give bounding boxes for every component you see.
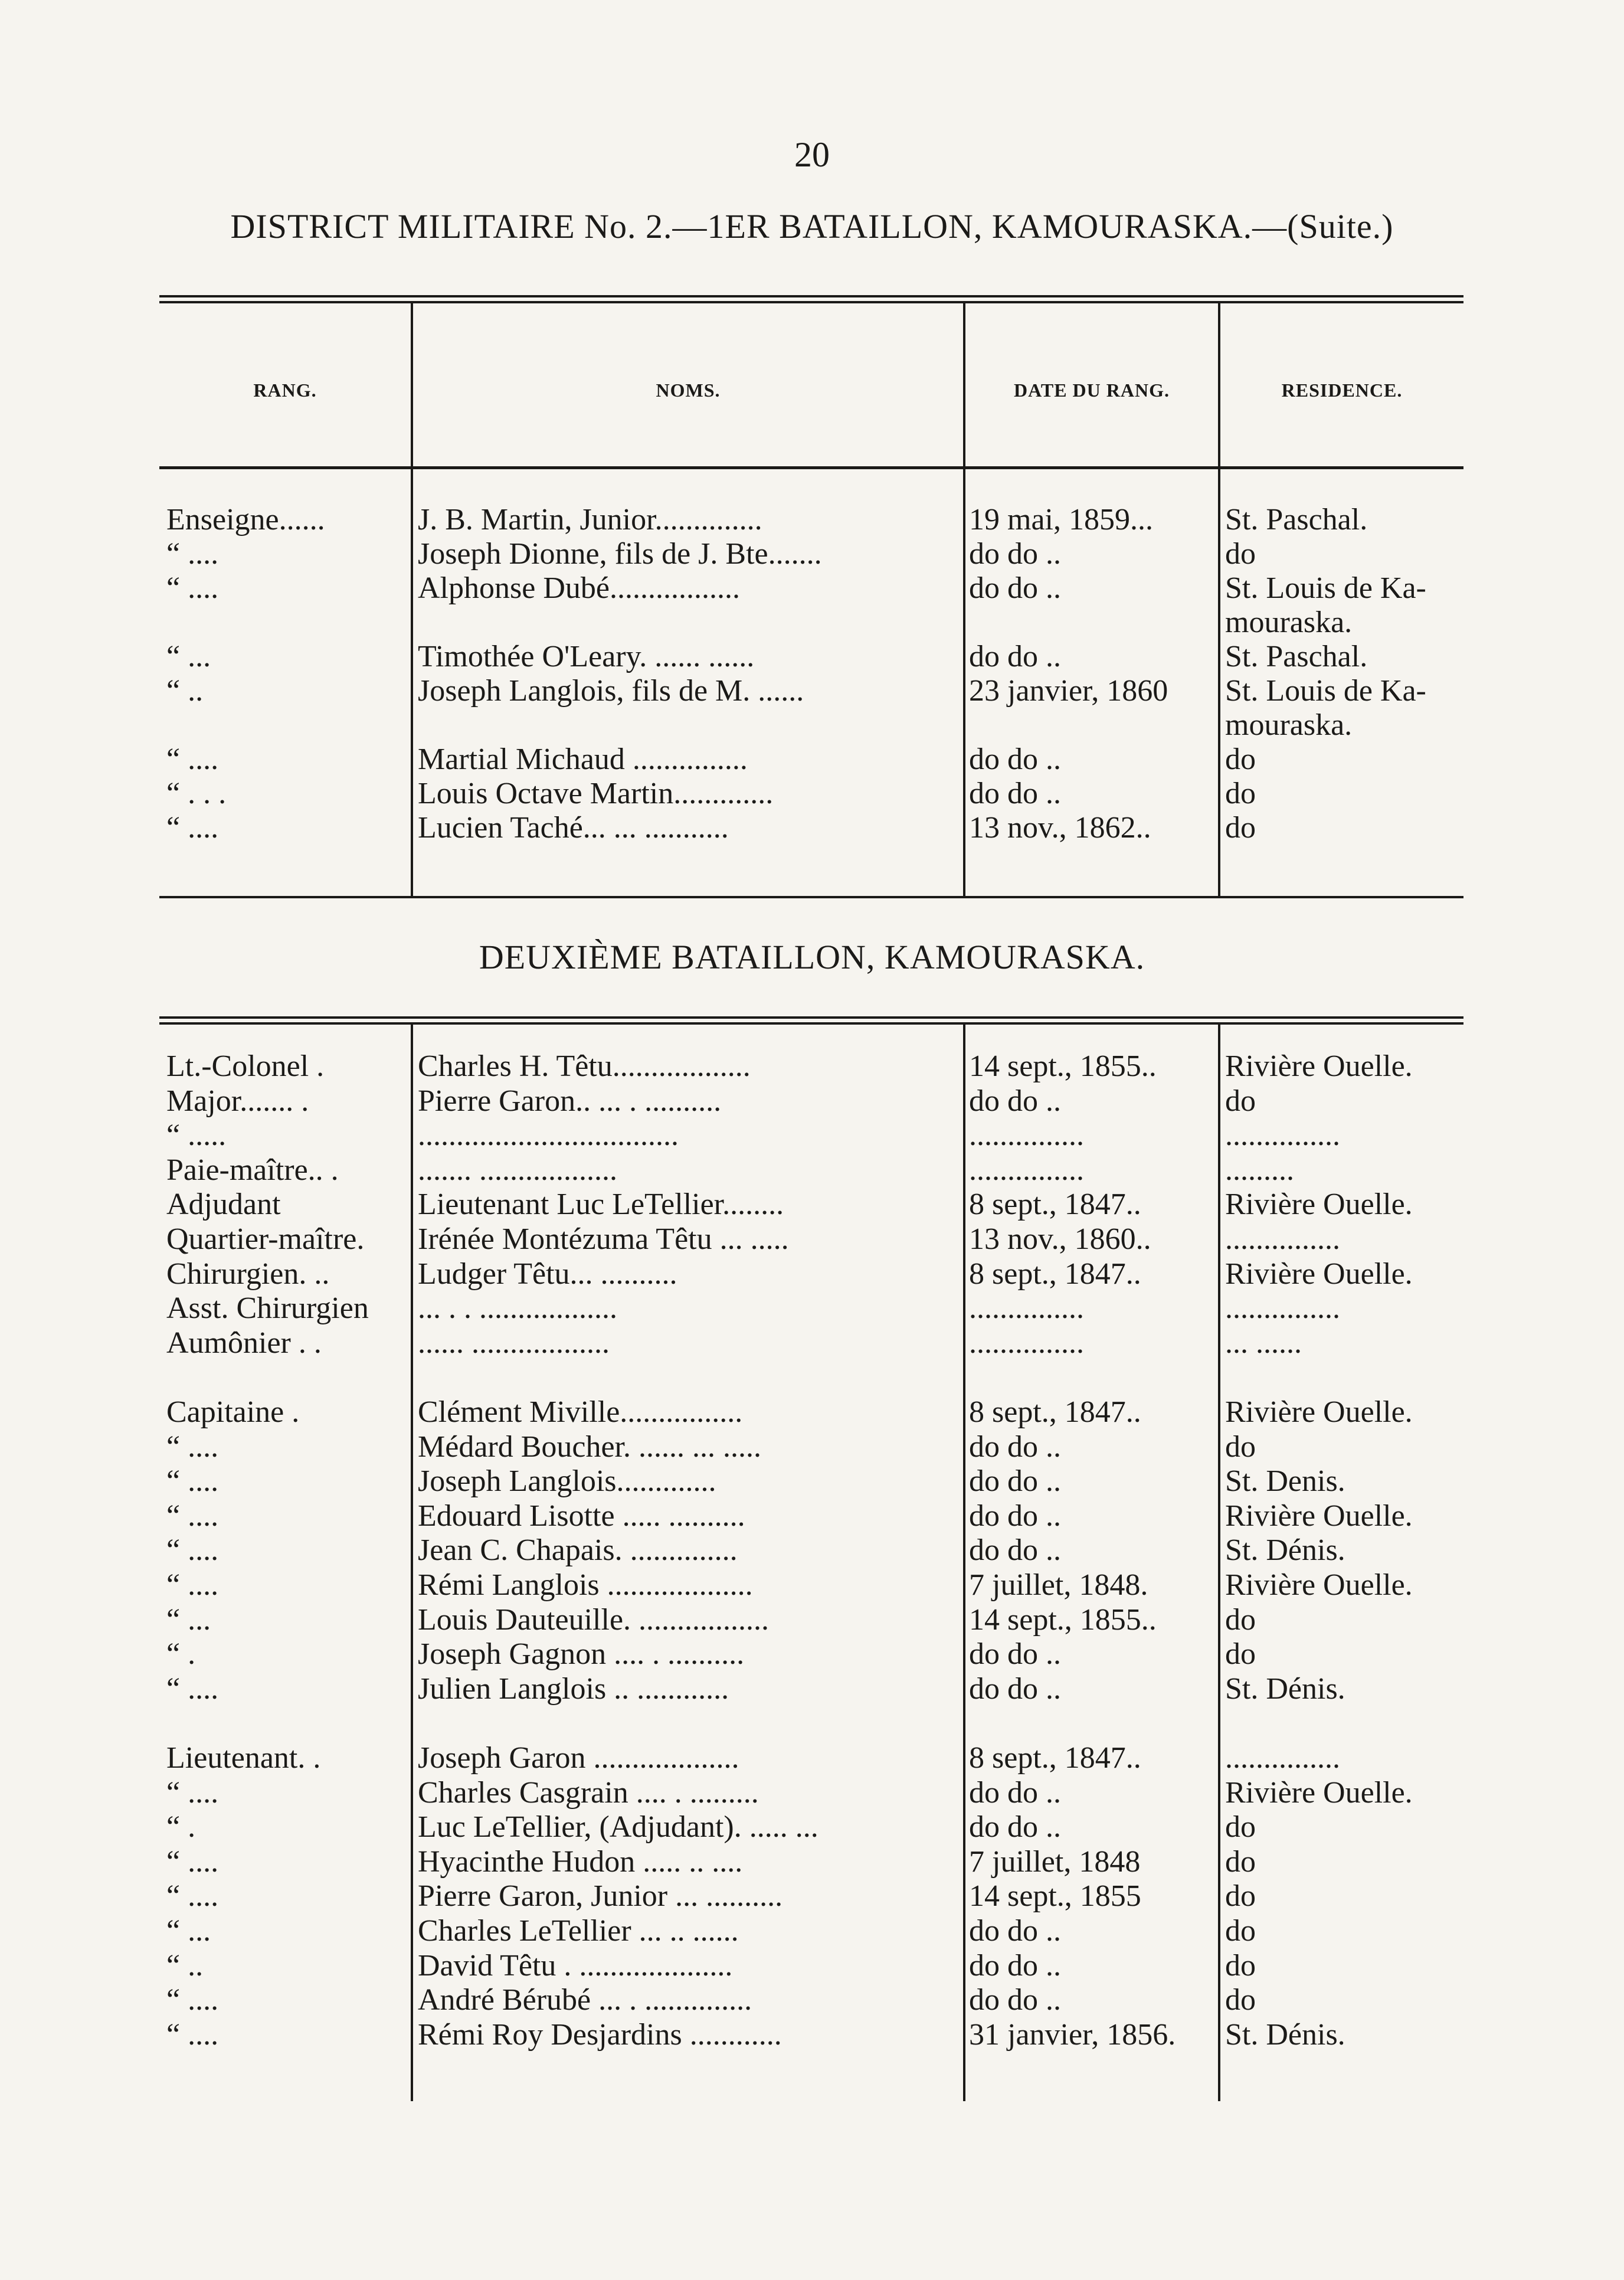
- cell-rang: Major....... .: [166, 1084, 309, 1118]
- table-row: [0, 1084, 1624, 1118]
- cell-nom: J. B. Martin, Junior..............: [418, 503, 762, 537]
- cell-nom: Lieutenant Luc LeTellier........: [418, 1188, 784, 1222]
- cell-rang: “ ....: [166, 742, 219, 776]
- cell-rang: “ .: [166, 1637, 196, 1671]
- table-row: [0, 1845, 1624, 1879]
- table-row: [0, 640, 1624, 674]
- cell-nom: Jean C. Chapais. ..............: [418, 1533, 738, 1568]
- cell-nom: Julien Langlois .. ............: [418, 1671, 729, 1706]
- section1-bottom-rule: [159, 896, 1463, 898]
- cell-nom: Pierre Garon, Junior ... ..........: [418, 1879, 783, 1913]
- cell-nom: Louis Dauteuille. .................: [418, 1602, 770, 1637]
- table-row: [0, 1637, 1624, 1671]
- cell-date: do do ..: [969, 742, 1061, 776]
- cell-res: .........: [1225, 1153, 1294, 1187]
- page-title: DISTRICT MILITAIRE No. 2.—1ER BATAILLON, KAMOURASKA.—(Suite.): [230, 207, 1394, 246]
- cell-date: ...............: [969, 1153, 1084, 1187]
- cell-date: do do ..: [969, 571, 1061, 605]
- cell-nom: André Bérubé ... . ..............: [418, 1983, 752, 2017]
- cell-res: ... ......: [1225, 1326, 1302, 1360]
- cell-rang: “ ....: [166, 1879, 219, 1913]
- cell-rang: “ ..: [166, 1948, 204, 1983]
- cell-rang: “ ....: [166, 1499, 219, 1533]
- cell-date: 8 sept., 1847..: [969, 1257, 1141, 1291]
- cell-nom: Louis Octave Martin.............: [418, 777, 774, 810]
- cell-date: do do ..: [969, 537, 1061, 571]
- cell-rang: “ ....: [166, 537, 219, 571]
- cell-nom: ..................................: [418, 1118, 679, 1153]
- cell-nom: Médard Boucher. ...... ... .....: [418, 1430, 762, 1464]
- cell-rang: Lieutenant. .: [166, 1741, 321, 1775]
- table-row: [0, 503, 1624, 537]
- section-title: DEUXIÈME BATAILLON, KAMOURASKA.: [479, 938, 1145, 976]
- table-row: [0, 777, 1624, 811]
- cell-nom: Joseph Langlois, fils de M. ......: [418, 674, 804, 708]
- top-rule: [159, 295, 1463, 297]
- table-row: [0, 1326, 1624, 1360]
- cell-date: do do ..: [969, 1464, 1061, 1499]
- cell-res: do: [1225, 811, 1256, 845]
- table-row: [0, 1672, 1624, 1706]
- table-row: [0, 1153, 1624, 1188]
- cell-date: do do ..: [969, 1499, 1061, 1533]
- cell-res: St. Dénis.: [1225, 1671, 1345, 1706]
- cell-rang: Enseigne......: [166, 503, 325, 537]
- table-row: [0, 1257, 1624, 1291]
- cell-res: do: [1225, 537, 1256, 571]
- cell-nom: Alphonse Dubé.................: [418, 571, 740, 605]
- cell-date: do do ..: [969, 1775, 1061, 1810]
- cell-rang: Aumônier . .: [166, 1326, 322, 1360]
- cell-rang: “ . . .: [166, 777, 227, 810]
- section2-top-rule-2: [159, 1022, 1463, 1025]
- cell-date: do do ..: [969, 1914, 1061, 1948]
- cell-res: do: [1225, 1084, 1256, 1118]
- cell-date: 13 nov., 1862..: [969, 811, 1151, 845]
- cell-date: 13 nov., 1860..: [969, 1222, 1151, 1256]
- cell-res: St. Louis de Ka-: [1225, 674, 1426, 708]
- table-row: [0, 708, 1624, 742]
- cell-rang: “ ...: [166, 1602, 211, 1637]
- cell-res: do: [1225, 1430, 1256, 1464]
- cell-nom: Joseph Dionne, fils de J. Bte.......: [418, 537, 822, 571]
- cell-res: Rivière Ouelle.: [1225, 1257, 1413, 1291]
- cell-res: do: [1225, 1602, 1256, 1637]
- table-row: [0, 1533, 1624, 1568]
- cell-res: St. Denis.: [1225, 1464, 1345, 1499]
- table-row: [0, 1914, 1624, 1948]
- cell-date: do do ..: [969, 1948, 1061, 1983]
- page-number: 20: [794, 135, 830, 174]
- cell-nom: Lucien Taché... ... ...........: [418, 811, 729, 845]
- cell-nom: Martial Michaud ...............: [418, 742, 748, 776]
- cell-rang: Lt.-Colonel .: [166, 1049, 325, 1083]
- cell-rang: “ ...: [166, 640, 211, 673]
- cell-nom: Joseph Gagnon .... . ..........: [418, 1637, 745, 1671]
- header-rang: RANG.: [253, 380, 317, 401]
- table-row: [0, 1776, 1624, 1810]
- cell-res: do: [1225, 1637, 1256, 1671]
- cell-rang: “ ....: [166, 1568, 219, 1602]
- cell-res: do: [1225, 777, 1256, 810]
- table-row: [0, 1430, 1624, 1464]
- table-row: [0, 1395, 1624, 1430]
- cell-date: 19 mai, 1859...: [969, 503, 1153, 537]
- cell-date: do do ..: [969, 1671, 1061, 1706]
- section2-top-rule: [159, 1016, 1463, 1019]
- cell-rang: “ ....: [166, 1775, 219, 1810]
- cell-res: Rivière Ouelle.: [1225, 1188, 1413, 1222]
- cell-res: St. Dénis.: [1225, 2017, 1345, 2052]
- table-row: [0, 1741, 1624, 1775]
- cell-rang: Quartier-maître.: [166, 1222, 365, 1256]
- cell-date: 14 sept., 1855: [969, 1879, 1141, 1913]
- cell-res: mouraska.: [1225, 606, 1353, 639]
- cell-nom: Charles Casgrain .... . .........: [418, 1775, 759, 1810]
- cell-nom: Edouard Lisotte ..... ..........: [418, 1499, 745, 1533]
- cell-date: 8 sept., 1847..: [969, 1188, 1141, 1222]
- cell-res: do: [1225, 1948, 1256, 1983]
- table-row: [0, 1810, 1624, 1844]
- cell-date: 8 sept., 1847..: [969, 1741, 1141, 1775]
- cell-date: ...............: [969, 1118, 1084, 1153]
- cell-nom: Charles H. Têtu..................: [418, 1049, 751, 1083]
- table-row: [0, 742, 1624, 777]
- table-row: [0, 1049, 1624, 1084]
- table-row: [0, 1222, 1624, 1257]
- cell-rang: “ ....: [166, 811, 219, 845]
- cell-rang: “ ...: [166, 1914, 211, 1948]
- cell-res: Rivière Ouelle.: [1225, 1568, 1413, 1602]
- cell-res: do: [1225, 1983, 1256, 2017]
- header-date: DATE DU RANG.: [1014, 380, 1170, 401]
- table-row: [0, 537, 1624, 571]
- cell-res: Rivière Ouelle.: [1225, 1775, 1413, 1810]
- cell-res: Rivière Ouelle.: [1225, 1395, 1413, 1429]
- table-row: [0, 1464, 1624, 1499]
- cell-date: do do ..: [969, 1983, 1061, 2017]
- table-row: [0, 1118, 1624, 1153]
- cell-date: do do ..: [969, 1810, 1061, 1844]
- cell-nom: David Têtu . ....................: [418, 1948, 733, 1983]
- cell-nom: Joseph Langlois.............: [418, 1464, 716, 1499]
- table-row: [0, 606, 1624, 640]
- table-row: [0, 1879, 1624, 1913]
- cell-res: ...............: [1225, 1222, 1340, 1256]
- cell-rang: “ .: [166, 1810, 196, 1844]
- cell-rang: “ ....: [166, 1671, 219, 1706]
- cell-date: do do ..: [969, 777, 1061, 810]
- cell-res: ...............: [1225, 1118, 1340, 1153]
- cell-nom: Irénée Montézuma Têtu ... .....: [418, 1222, 789, 1256]
- cell-date: 8 sept., 1847..: [969, 1395, 1141, 1429]
- cell-nom: ...... ..................: [418, 1326, 610, 1360]
- cell-res: do: [1225, 1810, 1256, 1844]
- cell-date: 7 juillet, 1848: [969, 1844, 1141, 1879]
- cell-rang: “ ....: [166, 1464, 219, 1499]
- cell-res: ...............: [1225, 1741, 1340, 1775]
- cell-date: ...............: [969, 1326, 1084, 1360]
- cell-res: St. Paschal.: [1225, 503, 1368, 537]
- header-noms: NOMS.: [656, 380, 721, 401]
- cell-nom: Charles LeTellier ... .. ......: [418, 1914, 739, 1948]
- header-rule: [159, 466, 1463, 469]
- cell-nom: Clément Miville................: [418, 1395, 743, 1429]
- cell-res: mouraska.: [1225, 708, 1353, 742]
- table-row: [0, 674, 1624, 708]
- cell-res: St. Dénis.: [1225, 1533, 1345, 1568]
- cell-nom: Luc LeTellier, (Adjudant). ..... ...: [418, 1810, 818, 1844]
- cell-rang: “ ....: [166, 1844, 219, 1879]
- cell-nom: Hyacinthe Hudon ..... .. ....: [418, 1844, 743, 1879]
- cell-rang: “ ....: [166, 1430, 219, 1464]
- cell-rang: “ ....: [166, 1983, 219, 2017]
- cell-res: St. Paschal.: [1225, 640, 1368, 673]
- table-row: [0, 1360, 1624, 1395]
- cell-date: do do ..: [969, 1533, 1061, 1568]
- cell-date: do do ..: [969, 1637, 1061, 1671]
- cell-res: Rivière Ouelle.: [1225, 1049, 1413, 1083]
- cell-date: do do ..: [969, 1430, 1061, 1464]
- cell-rang: Adjudant: [166, 1188, 281, 1222]
- cell-rang: “ ....: [166, 1533, 219, 1568]
- table-row: [0, 1499, 1624, 1533]
- cell-nom: ....... ..................: [418, 1153, 617, 1187]
- cell-res: ...............: [1225, 1291, 1340, 1326]
- cell-date: do do ..: [969, 1084, 1061, 1118]
- cell-date: 14 sept., 1855..: [969, 1049, 1157, 1083]
- table-row: [0, 1949, 1624, 1983]
- header-residence: RESIDENCE.: [1281, 380, 1403, 401]
- cell-res: do: [1225, 1844, 1256, 1879]
- cell-nom: Rémi Roy Desjardins ............: [418, 2017, 782, 2052]
- cell-rang: “ .....: [166, 1118, 227, 1153]
- top-rule-2: [159, 301, 1463, 303]
- cell-rang: Chirurgien. ..: [166, 1257, 330, 1291]
- table-row: [0, 1603, 1624, 1637]
- cell-nom: Joseph Garon ...................: [418, 1741, 739, 1775]
- cell-res: St. Louis de Ka-: [1225, 571, 1426, 605]
- cell-res: Rivière Ouelle.: [1225, 1499, 1413, 1533]
- table-row: [0, 571, 1624, 606]
- cell-res: do: [1225, 1914, 1256, 1948]
- table-row: [0, 1291, 1624, 1326]
- cell-date: ...............: [969, 1291, 1084, 1326]
- cell-date: 31 janvier, 1856.: [969, 2017, 1176, 2052]
- cell-date: do do ..: [969, 640, 1061, 673]
- table-row: [0, 2018, 1624, 2052]
- cell-rang: Capitaine .: [166, 1395, 300, 1429]
- table-row: [0, 1983, 1624, 2017]
- cell-rang: “ ....: [166, 2017, 219, 2052]
- cell-rang: Paie-maître.. .: [166, 1153, 339, 1187]
- cell-nom: Timothée O'Leary. ...... ......: [418, 640, 755, 673]
- table-row: [0, 1568, 1624, 1602]
- cell-rang: “ ....: [166, 571, 219, 605]
- cell-nom: Pierre Garon.. ... . ..........: [418, 1084, 722, 1118]
- cell-res: do: [1225, 742, 1256, 776]
- cell-rang: “ ..: [166, 674, 204, 708]
- table-row: [0, 811, 1624, 845]
- table-row: [0, 1188, 1624, 1222]
- cell-nom: Ludger Têtu... ..........: [418, 1257, 677, 1291]
- cell-date: 7 juillet, 1848.: [969, 1568, 1148, 1602]
- cell-nom: ... . . ..................: [418, 1291, 617, 1326]
- cell-rang: Asst. Chirurgien: [166, 1291, 369, 1326]
- cell-date: 23 janvier, 1860: [969, 674, 1168, 708]
- cell-nom: Rémi Langlois ...................: [418, 1568, 753, 1602]
- cell-res: do: [1225, 1879, 1256, 1913]
- table-row: [0, 1706, 1624, 1741]
- cell-date: 14 sept., 1855..: [969, 1602, 1157, 1637]
